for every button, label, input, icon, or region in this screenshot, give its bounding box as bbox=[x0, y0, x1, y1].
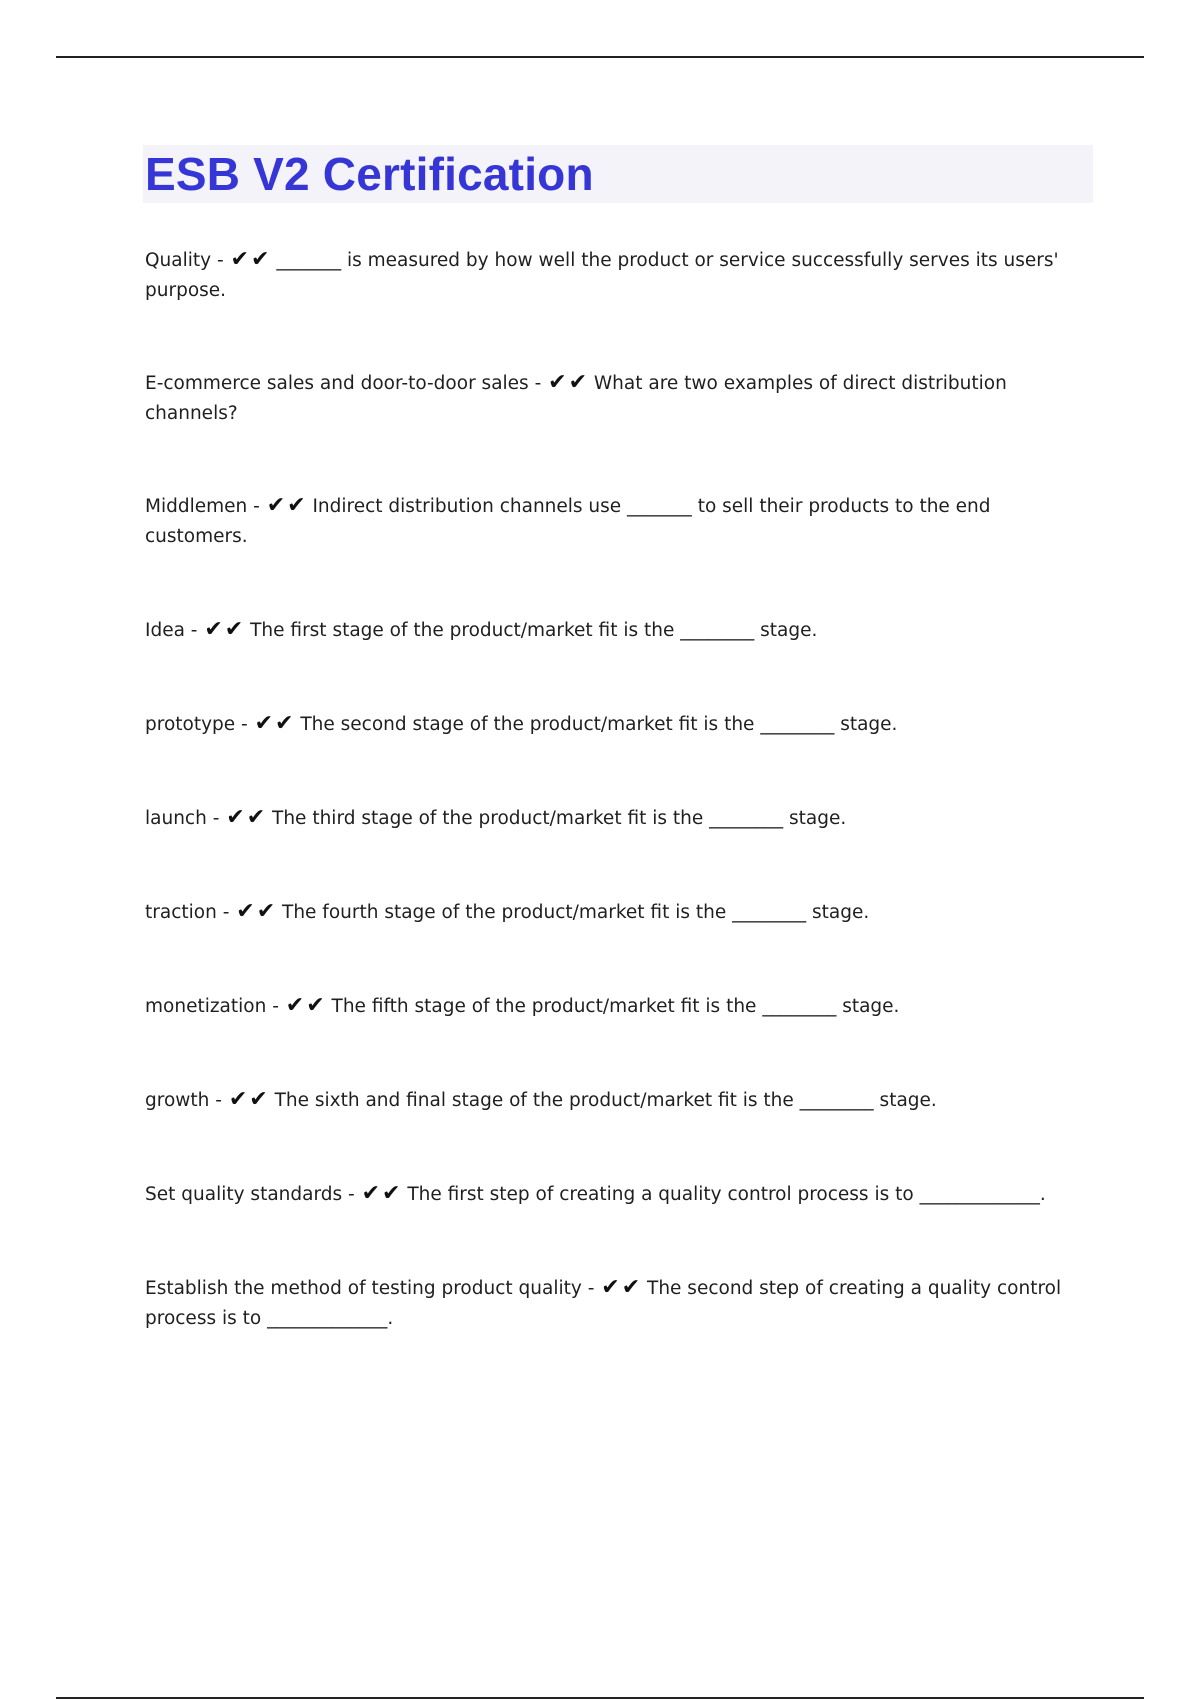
qa-item: Middlemen - ✔✔ Indirect distribution channels use _______ to sell their products to the end customers. bbox=[145, 493, 991, 547]
question-text: The second stage of the product/market fit is the ________ stage. bbox=[300, 714, 898, 735]
check-icon: ✔ bbox=[256, 899, 276, 924]
question-text: What are two examples of direct distribution channels? bbox=[145, 373, 1007, 424]
check-icon: ✔ bbox=[230, 247, 249, 272]
answer-text: monetization bbox=[145, 996, 267, 1017]
question-text: The sixth and final stage of the product/market fit is the ________ stage. bbox=[274, 1090, 937, 1111]
check-icon: ✔ bbox=[275, 711, 294, 736]
qa-item: E-commerce sales and door-to-door sales - ✔✔ What are two examples of direct distribution channels? bbox=[145, 370, 1007, 424]
answer-text: Idea bbox=[145, 620, 185, 641]
answer-text: Quality bbox=[145, 250, 212, 271]
check-icon: ✔ bbox=[246, 805, 266, 830]
title-band bbox=[143, 145, 1093, 203]
check-icon: ✔ bbox=[250, 247, 270, 272]
qa-item: traction - ✔✔ The fourth stage of the product/market fit is the ________ stage. bbox=[145, 898, 1065, 928]
check-icon: ✔ bbox=[224, 617, 244, 642]
question-text: The second step of creating a quality control process is to _____________. bbox=[145, 1278, 1062, 1329]
check-icon: ✔ bbox=[204, 617, 223, 642]
check-icon: ✔ bbox=[568, 370, 587, 395]
question-text: _______ is measured by how well the product or service successfully serves its users' purpose. bbox=[145, 250, 1059, 301]
check-icon: ✔ bbox=[254, 711, 274, 736]
check-icon: ✔ bbox=[382, 1181, 401, 1206]
document-title: ESB V2 Certification bbox=[145, 148, 594, 200]
footer-rule bbox=[56, 1697, 1144, 1699]
check-icon: ✔ bbox=[287, 493, 306, 518]
qa-item: Establish the method of testing product quality - ✔✔ The second step of creating a quality control process is to _____________. bbox=[145, 1275, 1062, 1329]
answer-text: Set quality standards bbox=[145, 1184, 343, 1205]
question-text: The first step of creating a quality control process is to _____________. bbox=[407, 1184, 1046, 1205]
qa-item: growth - ✔✔ The sixth and final stage of the product/market fit is the ________ stage. bbox=[145, 1086, 1065, 1116]
question-text: Indirect distribution channels use _______ to sell their products to the end customers. bbox=[145, 496, 991, 547]
qa-item: Quality - ✔✔ _______ is measured by how well the product or service successfully serves its users' purpose. bbox=[145, 247, 1059, 301]
qa-item: Idea - ✔✔ The first stage of the product/market fit is the ________ stage. bbox=[145, 616, 1065, 646]
qa-item: prototype - ✔✔ The second stage of the product/market fit is the ________ stage. bbox=[145, 710, 1065, 740]
question-text: The third stage of the product/market fit is the ________ stage. bbox=[272, 808, 847, 829]
question-text: The fourth stage of the product/market fit is the ________ stage. bbox=[282, 902, 870, 923]
check-icon: ✔ bbox=[548, 370, 567, 395]
qa-item: monetization - ✔✔ The fifth stage of the product/market fit is the ________ stage. bbox=[145, 992, 1065, 1022]
answer-text: prototype bbox=[145, 714, 236, 735]
check-icon: ✔ bbox=[226, 805, 245, 830]
qa-item: Set quality standards - ✔✔ The first step of creating a quality control process is to _____________. bbox=[145, 1180, 1065, 1210]
question-text: The fifth stage of the product/market fit is the ________ stage. bbox=[331, 996, 900, 1017]
answer-text: traction bbox=[145, 902, 217, 923]
answer-text: growth bbox=[145, 1090, 210, 1111]
answer-text: E-commerce sales and door-to-door sales bbox=[145, 373, 529, 394]
check-icon: ✔ bbox=[621, 1275, 641, 1300]
check-icon: ✔ bbox=[249, 1087, 268, 1112]
check-icon: ✔ bbox=[601, 1275, 620, 1300]
check-icon: ✔ bbox=[306, 993, 325, 1018]
check-icon: ✔ bbox=[236, 899, 255, 924]
answer-text: launch bbox=[145, 808, 207, 829]
answer-text: Establish the method of testing product quality bbox=[145, 1278, 582, 1299]
header-rule bbox=[56, 56, 1144, 58]
check-icon: ✔ bbox=[266, 493, 286, 518]
check-icon: ✔ bbox=[285, 993, 305, 1018]
answer-text: Middlemen bbox=[145, 496, 248, 517]
check-icon: ✔ bbox=[361, 1181, 380, 1206]
question-text: The first stage of the product/market fit is the ________ stage. bbox=[250, 620, 818, 641]
qa-item: launch - ✔✔ The third stage of the product/market fit is the ________ stage. bbox=[145, 804, 1065, 834]
check-icon: ✔ bbox=[228, 1087, 248, 1112]
